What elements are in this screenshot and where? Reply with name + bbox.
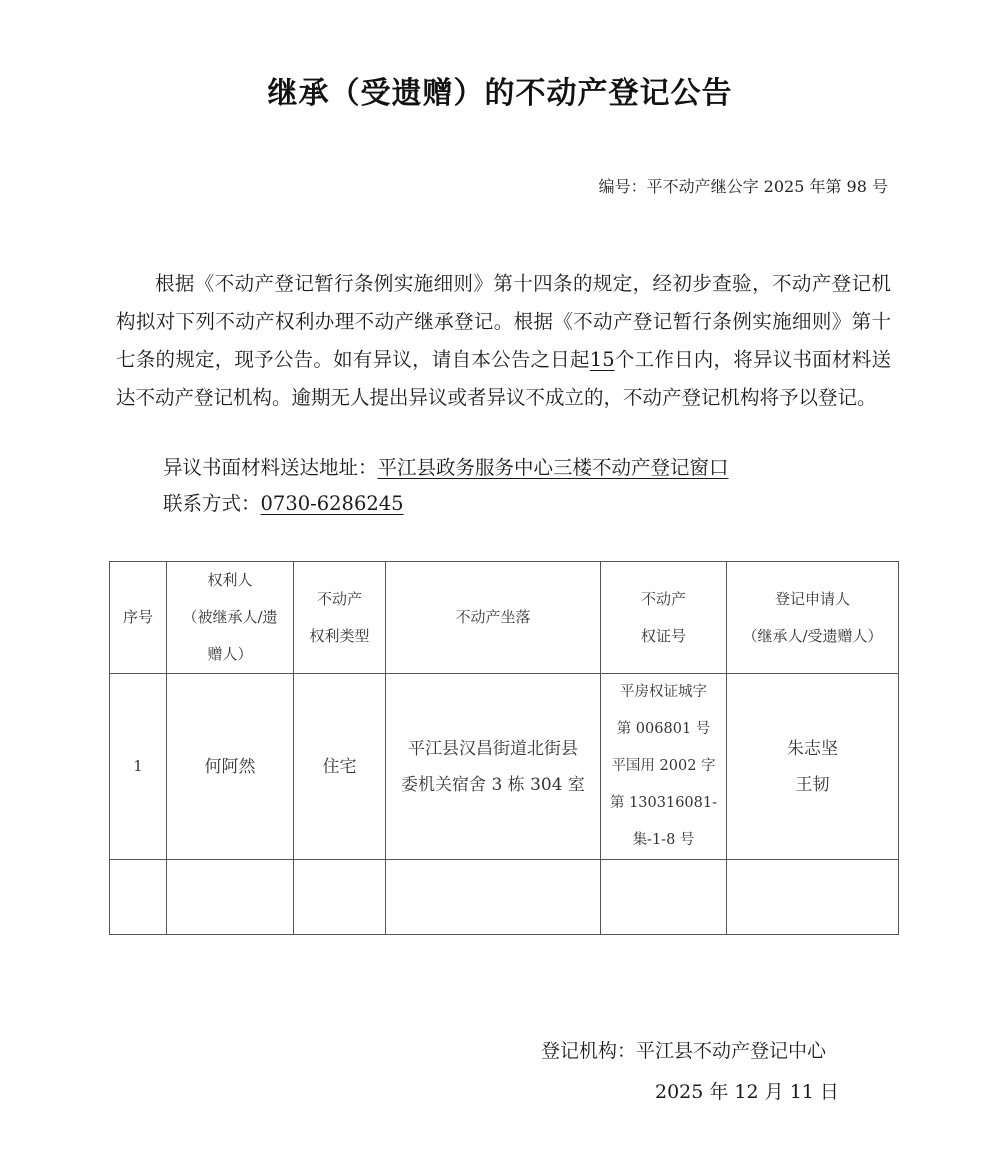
empty-cell: [727, 860, 899, 935]
announcement-date: 2025 年 12 月 11 日: [655, 1081, 839, 1103]
body-part-2: 个工作日内，将异议书面材料送达不动产登记机构。逾期无人提出异议或者异议不成立的，不动产登记机构将予以登记。: [116, 348, 891, 409]
contact-label: 联系方式：: [163, 492, 261, 515]
empty-cell: [601, 860, 727, 935]
address-line: [163, 452, 729, 480]
contact-line: [163, 488, 404, 516]
cell-location: 平江县汉昌街道北街县 委机关宿舍 3 栋 304 室: [386, 674, 601, 860]
cell-type: 住宅: [294, 674, 386, 860]
address-label: 异议书面材料送达地址：: [163, 456, 378, 479]
table-row: [110, 674, 899, 860]
page-title: 继承（受遗赠）的不动产登记公告: [267, 76, 733, 111]
announcement-body: [116, 265, 891, 417]
header-seq: 序号: [110, 562, 167, 674]
contact-value: 0730-6286245: [260, 492, 404, 515]
empty-cell: [386, 860, 601, 935]
registration-table: [109, 561, 899, 935]
empty-cell: [110, 860, 167, 935]
address-value: 平江县政务服务中心三楼不动产登记窗口: [377, 456, 729, 479]
table-header-row: [110, 562, 899, 674]
cell-seq: 1: [110, 674, 167, 860]
days-count: 15: [589, 348, 615, 371]
cell-holder: 何阿然: [167, 674, 294, 860]
empty-cell: [167, 860, 294, 935]
header-location: 不动产坐落: [386, 562, 601, 674]
header-holder: 权利人 （被继承人/遗 赠人）: [167, 562, 294, 674]
empty-cell: [294, 860, 386, 935]
header-type: 不动产 权利类型: [294, 562, 386, 674]
body-part-1: 根据《不动产登记暂行条例实施细则》第十四条的规定，经初步查验，不动产登记机构拟对下列不动产权利办理不动产继承登记。根据《不动产登记暂行条例实施细则》第十七条的规定，现予公告。如有异议，请自本公告之日起: [116, 272, 891, 371]
cell-applicants: 朱志坚 王韧: [727, 674, 899, 860]
document-number: 编号：平不动产继公字 2025 年第 98 号: [598, 177, 888, 196]
header-cert: 不动产 权证号: [601, 562, 727, 674]
registration-organization: 登记机构：平江县不动产登记中心: [541, 1040, 827, 1062]
table-row-empty: [110, 860, 899, 935]
cell-cert: 平房权证城字 第 006801 号 平国用 2002 字 第 130316081- 集-1-8 号: [601, 674, 727, 860]
announcement-paragraph: [116, 265, 891, 417]
header-applicant: 登记申请人 （继承人/受遗赠人）: [727, 562, 899, 674]
